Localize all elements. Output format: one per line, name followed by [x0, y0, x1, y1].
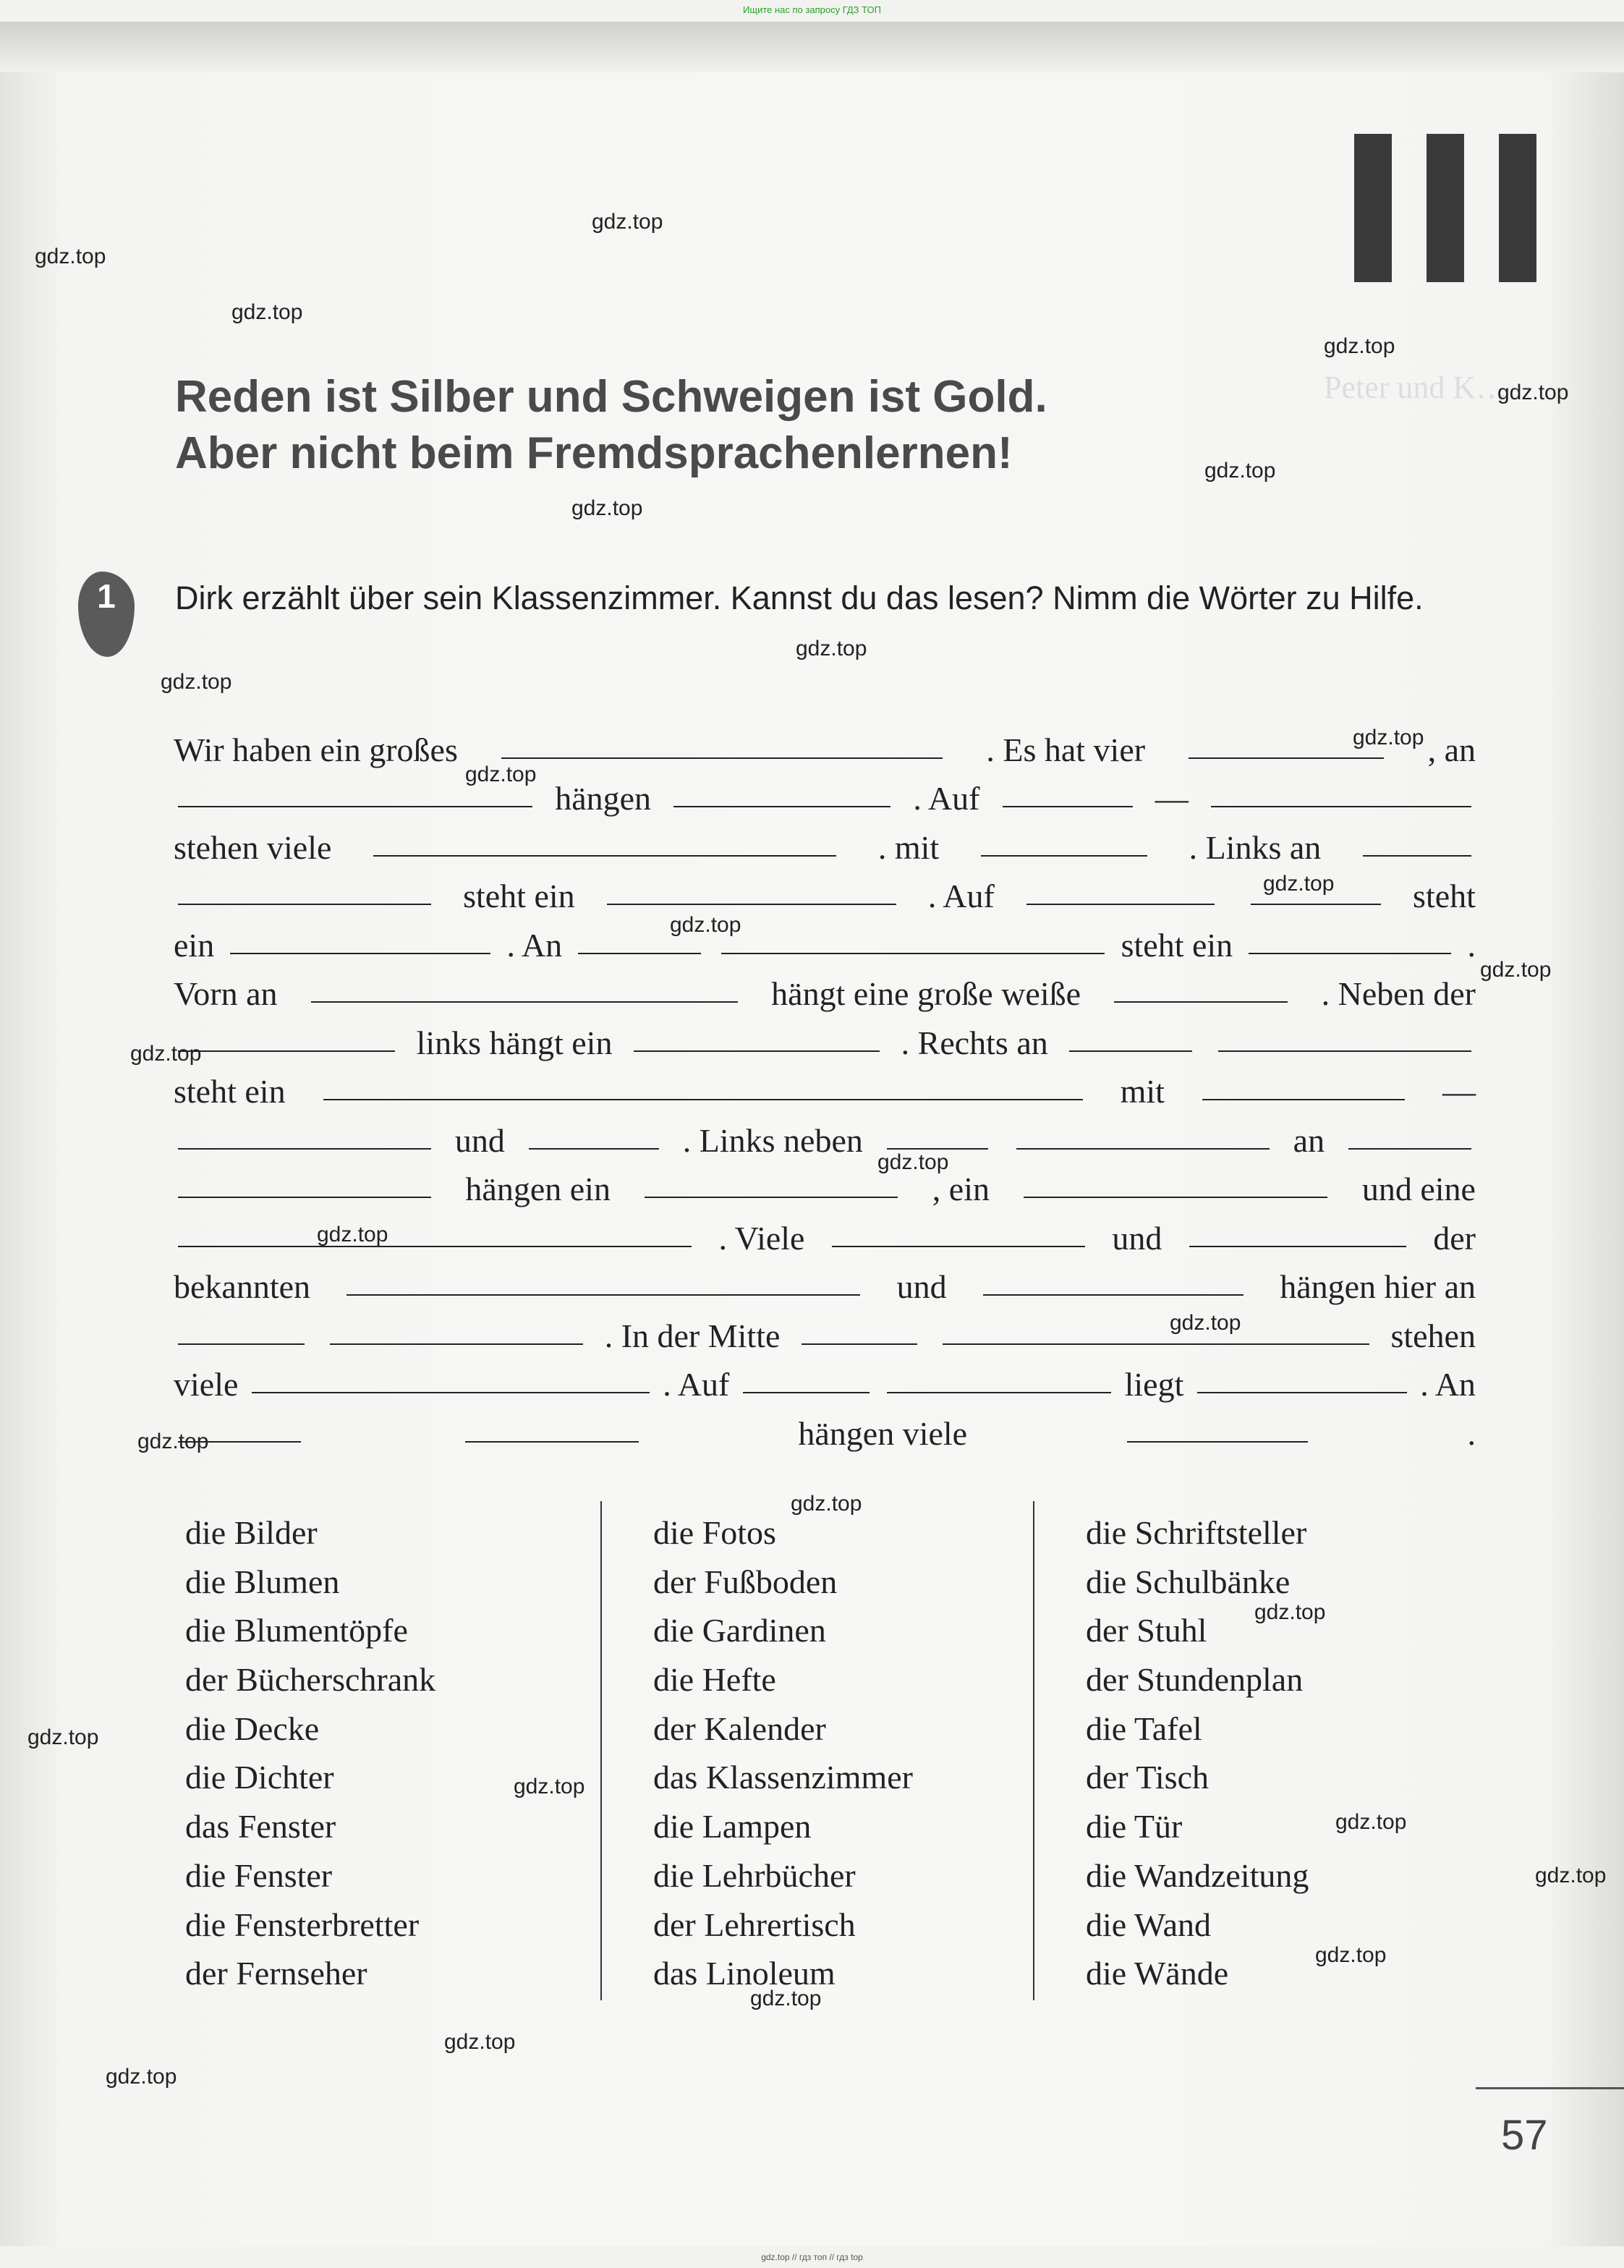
blank-field[interactable]: [1016, 1148, 1270, 1150]
page-number: 57: [1501, 2112, 1548, 2159]
watermark-text: gdz.top: [465, 763, 537, 786]
blank-field[interactable]: [607, 904, 896, 905]
watermark-text: gdz.top: [791, 1492, 862, 1516]
blank-field[interactable]: [311, 1001, 738, 1003]
word-item: die Wand: [1086, 1906, 1212, 1943]
word-column-1: [185, 1508, 435, 1998]
exercise-text: und eine: [1361, 1171, 1476, 1207]
blank-field[interactable]: [178, 904, 431, 905]
watermark-text: gdz.top: [592, 210, 663, 234]
exercise-text: hängt eine große weiße: [771, 975, 1081, 1012]
word-item: die Fensterbretter: [185, 1906, 420, 1943]
blank-field[interactable]: [1202, 1099, 1405, 1100]
page-number-rule: [1476, 2087, 1624, 2089]
watermark-text: gdz.top: [1497, 381, 1569, 404]
blank-field[interactable]: [178, 1050, 395, 1052]
watermark-text: gdz.top: [1315, 1943, 1387, 1967]
exercise-text: und: [454, 1121, 505, 1159]
blank-field[interactable]: [578, 953, 701, 954]
blank-field[interactable]: [230, 953, 490, 954]
exercise-text: stehen: [1390, 1317, 1476, 1354]
exercise-text: steht: [1413, 878, 1476, 914]
blank-field[interactable]: [1003, 806, 1133, 807]
exercise-text: und: [896, 1268, 947, 1305]
blank-field[interactable]: [981, 855, 1147, 857]
exercise-text: .: [1467, 926, 1476, 964]
watermark-text: gdz.top: [317, 1223, 388, 1246]
blank-field[interactable]: [178, 1246, 692, 1247]
exercise-text: hängen ein: [465, 1171, 611, 1207]
watermark-text: gdz.top: [796, 637, 867, 661]
word-item: die Lampen: [653, 1808, 812, 1846]
word-item: die Hefte: [653, 1661, 776, 1699]
exercise-text: mit: [1120, 1073, 1165, 1110]
exercise-text: steht ein: [463, 878, 575, 914]
blank-field[interactable]: [743, 1392, 870, 1393]
word-item: die Blumentöpfe: [185, 1612, 408, 1649]
blank-field[interactable]: [1249, 953, 1451, 954]
watermark-text: gdz.top: [1353, 726, 1424, 749]
exercise-text: . An: [506, 926, 563, 964]
blank-field[interactable]: [1189, 757, 1384, 759]
watermark-text: gdz.top: [877, 1150, 949, 1174]
blank-field[interactable]: [673, 806, 890, 807]
exercise-line: [174, 1355, 1476, 1404]
chapter-bar: [1354, 134, 1392, 282]
exercise-text: liegt: [1124, 1366, 1184, 1403]
exercise-text: bekannten: [174, 1268, 311, 1305]
word-item: die Fenster: [185, 1856, 333, 1894]
blank-field[interactable]: [802, 1343, 917, 1345]
blank-field[interactable]: [1211, 806, 1471, 807]
word-item: die Blumen: [185, 1563, 340, 1600]
exercise-line: [174, 1306, 1476, 1355]
exercise-text: hängen viele: [798, 1414, 968, 1452]
blank-field[interactable]: [178, 1148, 431, 1150]
watermark-text: gdz.top: [27, 1725, 99, 1749]
blank-field[interactable]: [1197, 1392, 1407, 1393]
exercise-text: . Auf: [927, 878, 995, 914]
blank-field[interactable]: [323, 1099, 1083, 1100]
exercise-text: . Es hat vier: [986, 731, 1146, 768]
fill-in-text: [174, 720, 1476, 1453]
blank-field[interactable]: [1127, 1441, 1308, 1443]
watermark-text: gdz.top: [35, 245, 106, 268]
watermark-text: gdz.top: [130, 1042, 202, 1066]
column-divider: [1033, 1501, 1034, 2000]
word-item: der Kalender: [653, 1710, 826, 1747]
word-item: das Fenster: [185, 1808, 336, 1846]
watermark-text: gdz.top: [1204, 459, 1276, 483]
exercise-line: [174, 1403, 1476, 1453]
page-heading: [175, 369, 1260, 482]
blank-field[interactable]: [1114, 1001, 1288, 1003]
exercise-text: an: [1293, 1121, 1325, 1159]
word-item: die Lehrbücher: [653, 1856, 856, 1894]
blank-field[interactable]: [1069, 1050, 1192, 1052]
blank-field[interactable]: [178, 1197, 431, 1198]
blank-field[interactable]: [178, 1343, 305, 1345]
blank-field[interactable]: [1363, 855, 1471, 857]
exercise-line: [174, 915, 1476, 964]
blank-field[interactable]: [501, 757, 943, 759]
blank-field[interactable]: [634, 1050, 880, 1052]
chapter-bar: [1427, 134, 1464, 282]
word-item: die Tür: [1086, 1808, 1183, 1846]
word-item: die Gardinen: [653, 1612, 826, 1649]
word-item: das Klassenzimmer: [653, 1759, 913, 1796]
exercise-text: . Rechts an: [901, 1024, 1048, 1061]
word-item: das Linoleum: [653, 1955, 836, 1992]
exercise-text: links hängt ein: [416, 1024, 613, 1061]
blank-field[interactable]: [1026, 904, 1215, 905]
exercise-line: [174, 769, 1476, 818]
exercise-text: , ein: [932, 1171, 990, 1207]
blank-field[interactable]: [330, 1343, 583, 1345]
word-column-2: [653, 1508, 913, 1998]
word-item: der Fernseher: [185, 1955, 367, 1992]
word-item: die Fotos: [653, 1514, 776, 1551]
word-item: der Fußboden: [653, 1563, 838, 1600]
watermark-text: gdz.top: [1535, 1864, 1607, 1887]
exercise-text: stehen viele: [174, 828, 332, 866]
blank-field[interactable]: [529, 1148, 659, 1150]
bottom-banner[interactable]: gdz.top // гдз топ // гдз top: [761, 2252, 863, 2262]
exercise-text: hängen hier an: [1280, 1268, 1476, 1305]
watermark-text: gdz.top: [137, 1430, 209, 1453]
exercise-text: . An: [1420, 1366, 1476, 1403]
exercise-text: .: [1467, 1414, 1476, 1452]
word-item: die Schulbänke: [1086, 1563, 1291, 1600]
exercise-text: , an: [1427, 731, 1476, 768]
heading-line-2: Aber nicht beim Fremdsprachenlernen!: [175, 428, 1013, 478]
watermark-text: gdz.top: [1335, 1810, 1407, 1834]
page-top-shadow: [0, 22, 1624, 72]
exercise-line: [174, 1160, 1476, 1209]
exercise-line: [174, 1110, 1476, 1160]
word-item: die Dichter: [185, 1759, 334, 1796]
exercise-text: ein: [174, 926, 215, 964]
word-item: die Wandzeitung: [1086, 1856, 1309, 1894]
word-item: der Tisch: [1086, 1759, 1209, 1796]
word-item: die Bilder: [185, 1514, 318, 1551]
word-item: der Lehrertisch: [653, 1906, 856, 1943]
column-divider: [600, 1501, 602, 2000]
exercise-text: —: [1442, 1073, 1476, 1110]
blank-field[interactable]: [1218, 1050, 1471, 1052]
blank-field[interactable]: [347, 1294, 860, 1296]
exercise-text: . Auf: [913, 780, 980, 817]
watermark-text: gdz.top: [670, 913, 741, 937]
task-instruction: Dirk erzählt über sein Klassenzimmer. Kannst du das lesen? Nimm die Wörter zu Hilfe.: [175, 579, 1424, 616]
exercise-line: [174, 1062, 1476, 1111]
exercise-text: steht ein: [174, 1073, 286, 1110]
ghost-bleed-text: Peter und K…: [1324, 370, 1508, 405]
exercise-line: [174, 1013, 1476, 1062]
exercise-text: . Links neben: [682, 1121, 863, 1159]
word-item: der Stundenplan: [1086, 1661, 1304, 1699]
word-item: der Stuhl: [1086, 1612, 1207, 1649]
watermark-text: gdz.top: [1170, 1311, 1241, 1335]
exercise-text: Vorn an: [174, 975, 278, 1012]
exercise-text: . In der Mitte: [604, 1317, 781, 1354]
blank-field[interactable]: [645, 1197, 898, 1198]
watermark-text: gdz.top: [1324, 334, 1395, 358]
exercise-text: der: [1433, 1219, 1476, 1257]
watermark-text: gdz.top: [1480, 958, 1552, 982]
heading-line-1: Reden ist Silber und Schweigen ist Gold.: [175, 372, 1047, 422]
task-number-badge: 1: [78, 572, 135, 657]
exercise-text: . mit: [877, 828, 940, 866]
watermark-text: gdz.top: [1254, 1600, 1326, 1624]
blank-field[interactable]: [721, 953, 1105, 954]
word-column-3: [1086, 1508, 1309, 1998]
exercise-text: und: [1112, 1219, 1162, 1257]
word-item: die Decke: [185, 1710, 320, 1747]
blank-field[interactable]: [252, 1392, 650, 1393]
blank-field[interactable]: [832, 1246, 1085, 1247]
exercise-text: steht ein: [1121, 926, 1233, 964]
watermark-text: gdz.top: [1263, 872, 1335, 896]
word-item: der Bücherschrank: [185, 1661, 436, 1699]
watermark-text: gdz.top: [571, 496, 643, 520]
blank-field[interactable]: [465, 1441, 639, 1443]
blank-field[interactable]: [943, 1343, 1369, 1345]
blank-field[interactable]: [887, 1148, 988, 1150]
watermark-text: gdz.top: [514, 1775, 585, 1798]
chapter-bar: [1499, 134, 1536, 282]
exercise-line: [174, 1257, 1476, 1307]
watermark-text: gdz.top: [161, 670, 232, 694]
exercise-line: [174, 720, 1476, 769]
blank-field[interactable]: [1024, 1197, 1327, 1198]
exercise-line: [174, 817, 1476, 867]
top-banner[interactable]: Ищите нас по запросу ГДЗ ТОП: [743, 4, 881, 15]
word-item: die Tafel: [1086, 1710, 1202, 1747]
blank-field[interactable]: [887, 1392, 1111, 1393]
exercise-text: . Links an: [1189, 828, 1322, 866]
exercise-text: Wir haben ein großes: [174, 731, 458, 768]
word-item: die Schriftsteller: [1086, 1514, 1307, 1551]
blank-field[interactable]: [1348, 1148, 1471, 1150]
blank-field[interactable]: [983, 1294, 1243, 1296]
watermark-text: gdz.top: [106, 2065, 177, 2089]
chapter-marker-roman-three: [1354, 134, 1536, 282]
word-item: die Wände: [1086, 1955, 1229, 1992]
blank-field[interactable]: [1189, 1246, 1406, 1247]
exercise-text: hängen: [555, 780, 652, 817]
watermark-text: gdz.top: [444, 2030, 516, 2054]
exercise-text: . Neben der: [1321, 975, 1476, 1012]
exercise-text: —: [1155, 780, 1189, 817]
watermark-text: gdz.top: [750, 1987, 822, 2010]
blank-field[interactable]: [373, 855, 836, 857]
exercise-line: [174, 964, 1476, 1014]
exercise-text: . Auf: [663, 1366, 730, 1403]
blank-field[interactable]: [178, 806, 532, 807]
blank-field[interactable]: [1251, 904, 1381, 905]
exercise-text: viele: [174, 1366, 239, 1403]
exercise-text: . Viele: [718, 1219, 805, 1257]
watermark-text: gdz.top: [231, 300, 303, 324]
